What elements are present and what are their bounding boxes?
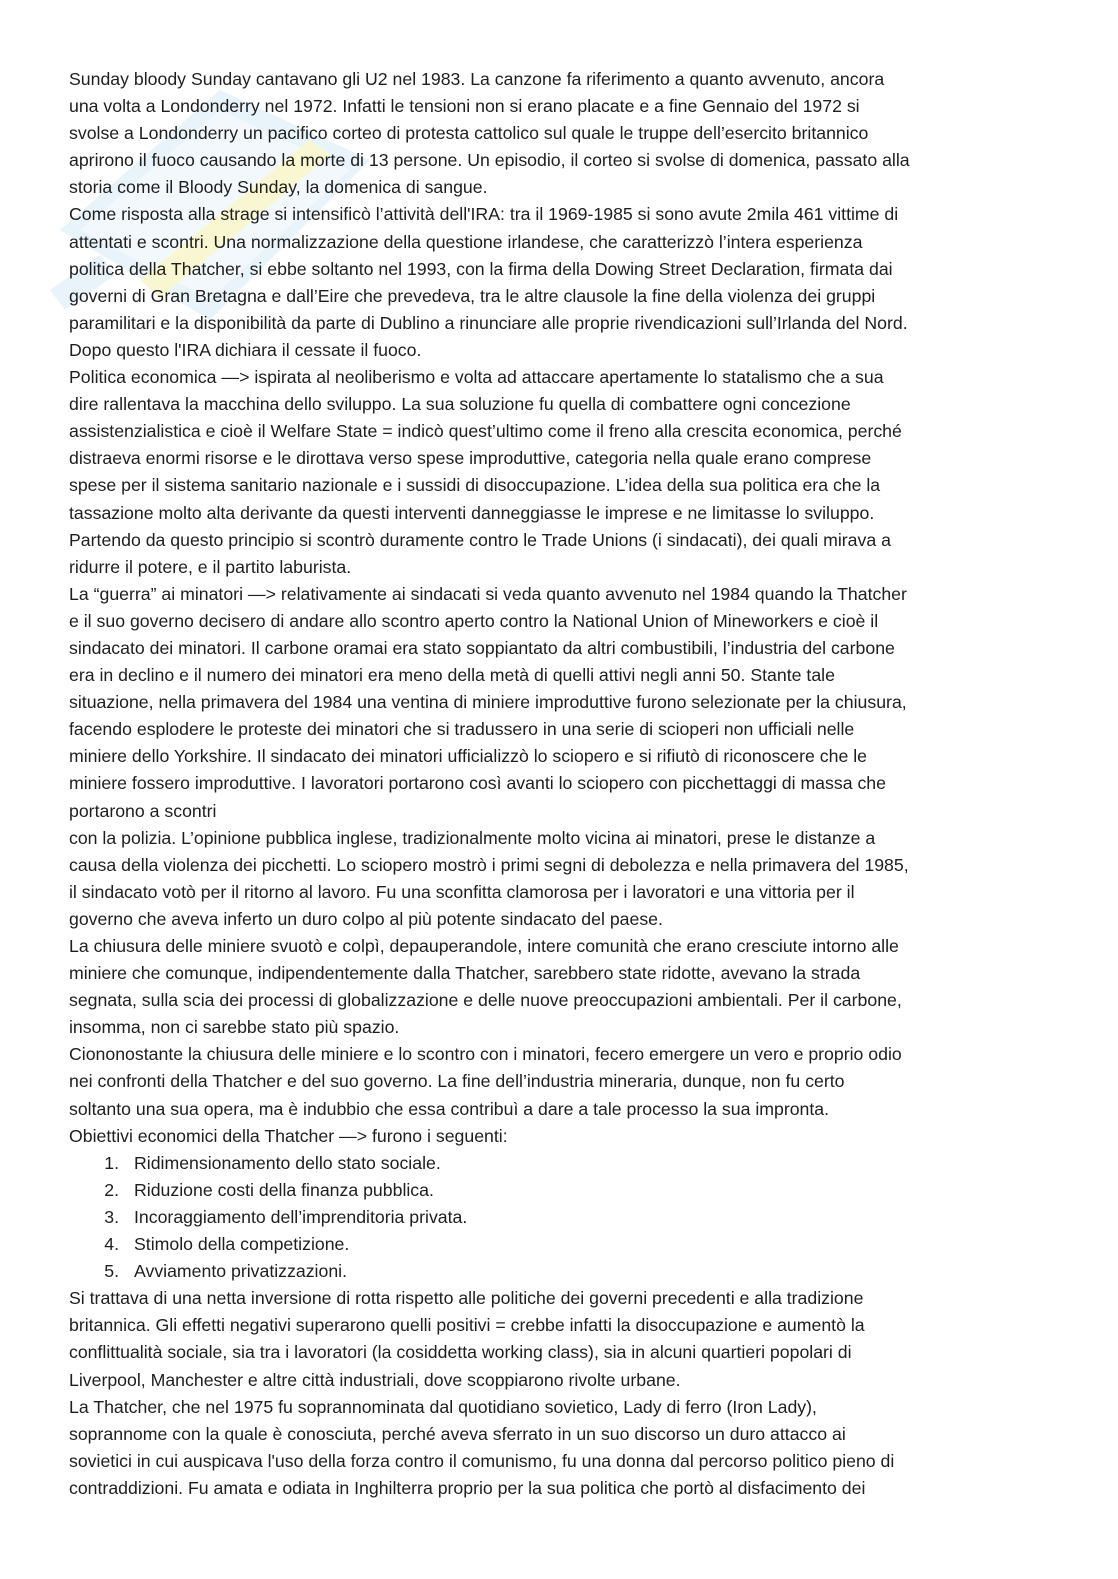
text-line: attentati e scontri. Una normalizzazione della questione irlandese, che caratterizzò l’intera esperienza — [69, 231, 863, 252]
objectives-list — [69, 1150, 1059, 1285]
text-line: Dopo questo l'IRA dichiara il cessate il fuoco. — [69, 339, 422, 360]
text-line: La chiusura delle miniere svuotò e colpì, depauperandole, intere comunità che erano cresciute intorno alle — [69, 936, 899, 956]
list-item-text: Riduzione costi della finanza pubblica. — [134, 1179, 434, 1200]
text-line: con la polizia. L’opinione pubblica inglese, tradizionalmente molto vicina ai minatori, prese le distanze a — [69, 827, 876, 848]
paragraph — [69, 581, 1059, 933]
text-line: miniere fossero improduttive. I lavoratori portarono così avanti lo sciopero con picchettaggi di massa che — [69, 773, 886, 794]
text-line: e il suo governo decisero di andare allo scontro aperto contro la National Union of Mineworkers e cioè il — [69, 610, 879, 631]
list-item-text: Avviamento privatizzazioni. — [134, 1261, 348, 1282]
text-line: La “guerra” ai minatori —> relativamente ai sindacati si veda quanto avvenuto nel 1984 quando la Thatcher — [69, 583, 907, 604]
text-line: sovietici in cui auspicava l'uso della forza contro il comunismo, fu una donna dal percorso politico pieno di — [69, 1450, 895, 1471]
text-line: governi di Gran Bretagna e dall’Eire che prevedeva, tra le altre clausole la fine della violenza dei gruppi — [69, 285, 876, 306]
text-line: miniere dello Yorkshire. Il sindacato dei minatori ufficializzò lo sciopero e si rifiutò di riconoscere che le — [69, 746, 867, 767]
list-item-number: 5. — [104, 1261, 119, 1282]
text-line: portarono a scontri — [69, 800, 217, 821]
text-line: il sindacato votò per il ritorno al lavoro. Fu una sconfitta clamorosa per i lavoratori e una vittoria per il — [69, 881, 855, 902]
paragraph — [69, 1285, 1059, 1393]
text-line: Sunday bloody Sunday cantavano gli U2 nel 1983. La canzone fa riferimento a quanto avvenuto, ancora — [69, 69, 885, 89]
paragraph — [69, 364, 1059, 581]
document-page — [69, 66, 1059, 1502]
text-line: Si trattava di una netta inversione di rotta rispetto alle politiche dei governi precedenti e alla tradizione — [69, 1288, 864, 1309]
text-line: Obiettivi economici della Thatcher —> furono i seguenti: — [69, 1125, 508, 1146]
text-line: causa della violenza dei picchetti. Lo sciopero mostrò i primi segni di debolezza e nella primavera del 1985, — [69, 854, 909, 875]
text-line: conflittualità sociale, sia tra i lavoratori (la cosiddetta working class), sia in alcuni quartieri popolari di — [69, 1342, 852, 1363]
text-line: governo che aveva inferto un duro colpo al più potente sindacato del paese. — [69, 908, 663, 929]
paragraph — [69, 201, 1059, 364]
text-line: soprannome con la quale è conosciuta, perché aveva sferrato in un suo discorso un duro attacco ai — [69, 1423, 846, 1444]
list-item-text: Ridimensionamento dello stato sociale. — [134, 1152, 441, 1173]
text-line: britannica. Gli effetti negativi superarono quelli positivi = crebbe infatti la disoccupazione e aumentò la — [69, 1315, 865, 1336]
text-line: nei confronti della Thatcher e del suo governo. La fine dell’industria mineraria, dunque, non fu certo — [69, 1071, 845, 1092]
text-line: sindacato dei minatori. Il carbone oramai era stato soppiantato da altri combustibili, l’industria del carbone — [69, 637, 895, 658]
paragraph — [69, 1123, 1059, 1150]
text-line: Come risposta alla strage si intensificò l’attività dell'IRA: tra il 1969-1985 si sono avute 2mila 461 vittime di — [69, 204, 899, 225]
text-line: miniere che comunque, indipendentemente dalla Thatcher, sarebbero state ridotte, avevano la strada — [69, 963, 861, 984]
paragraph — [69, 1041, 1059, 1122]
text-line: Ciononostante la chiusura delle miniere e lo scontro con i minatori, fecero emergere un vero e proprio odio — [69, 1044, 902, 1065]
list-item-text: Incoraggiamento dell’imprenditoria privata. — [134, 1206, 468, 1227]
text-line: politica della Thatcher, si ebbe soltanto nel 1993, con la firma della Dowing Street Declaration, firmata dai — [69, 258, 893, 279]
list-item — [69, 1177, 1059, 1204]
list-item-number: 4. — [104, 1234, 119, 1255]
text-line: Politica economica —> ispirata al neoliberismo e volta ad attaccare apertamente lo statalismo che a sua — [69, 367, 884, 388]
paragraph — [69, 66, 1059, 201]
text-body-bottom — [69, 1285, 1059, 1502]
text-line: situazione, nella primavera del 1984 una ventina di miniere improduttive furono selezionate per la chiusura, — [69, 692, 907, 713]
list-item-text: Stimolo della competizione. — [134, 1234, 350, 1255]
text-line: facendo esplodere le proteste dei minatori che si tradussero in una serie di scioperi non ufficiali nelle — [69, 719, 855, 740]
list-item-number: 1. — [104, 1152, 119, 1173]
text-line: tassazione molto alta derivante da questi interventi danneggiasse le imprese e ne limitasse lo sviluppo. — [69, 502, 875, 523]
paragraph — [69, 1394, 1059, 1502]
text-line: ridurre il potere, e il partito laburista. — [69, 556, 352, 577]
text-line: svolse a Londonderry un pacifico corteo di protesta cattolico sul quale le truppe dell’esercito britannico — [69, 123, 869, 144]
list-item — [69, 1204, 1059, 1231]
list-item-number: 3. — [104, 1206, 119, 1227]
text-line: spese per il sistema sanitario nazionale e i sussidi di disoccupazione. L’idea della sua politica era che la — [69, 475, 881, 496]
text-line: Liverpool, Manchester e altre città industriali, dove scoppiarono rivolte urbane. — [69, 1369, 681, 1390]
text-line: aprirono il fuoco causando la morte di 13 persone. Un episodio, il corteo si svolse di domenica, passato alla — [69, 150, 910, 171]
text-line: dire rallentava la macchina dello sviluppo. La sua soluzione fu quella di combattere ogni concezione — [69, 394, 851, 415]
text-line: Partendo da questo principio si scontrò duramente contro le Trade Unions (i sindacati), dei quali mirava a — [69, 529, 891, 550]
paragraph — [69, 933, 1059, 1041]
text-line: una volta a Londonderry nel 1972. Infatti le tensioni non si erano placate e a fine Gennaio del 1972 si — [69, 96, 860, 117]
list-item — [69, 1150, 1059, 1177]
text-body-top — [69, 66, 1059, 1150]
text-line: segnata, sulla scia dei processi di globalizzazione e delle nuove preoccupazioni ambientali. Per il carbone, — [69, 990, 902, 1011]
text-line: storia come il Bloody Sunday, la domenica di sangue. — [69, 177, 488, 198]
list-item-number: 2. — [104, 1179, 119, 1200]
text-line: distraeva enormi risorse e le dirottava verso spese improduttive, categoria nella quale erano comprese — [69, 448, 872, 469]
list-item — [69, 1231, 1059, 1258]
text-line: contraddizioni. Fu amata e odiata in Inghilterra proprio per la sua politica che portò al disfacimento dei — [69, 1477, 866, 1498]
text-line: assistenzialistica e cioè il Welfare State = indicò quest’ultimo come il freno alla crescita economica, perché — [69, 421, 902, 442]
text-line: soltanto una sua opera, ma è indubbio che essa contribuì a dare a tale processo la sua impronta. — [69, 1098, 830, 1119]
text-line: insomma, non ci sarebbe stato più spazio. — [69, 1017, 400, 1038]
text-line: era in declino e il numero dei minatori era meno della metà di quelli attivi negli anni 50. Stante tale — [69, 665, 835, 686]
list-item — [69, 1258, 1059, 1285]
text-line: paramilitari e la disponibilità da parte di Dublino a rinunciare alle proprie rivendicazioni sull’Irlanda del Nord. — [69, 312, 908, 333]
text-line: La Thatcher, che nel 1975 fu soprannominata dal quotidiano sovietico, Lady di ferro (Iron Lady), — [69, 1396, 817, 1417]
